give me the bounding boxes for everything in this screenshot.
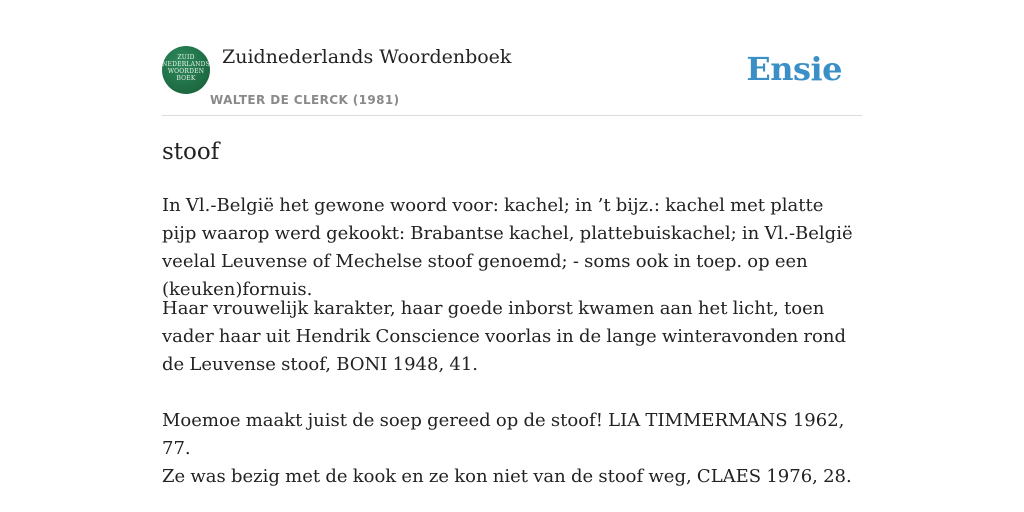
author-label: WALTER DE CLERCK (1981) — [210, 93, 400, 107]
header — [162, 0, 862, 116]
logo-line: ZUID — [177, 54, 195, 61]
example-quote: Ze was bezig met de kook en ze kon niet van de stoof weg, CLAES 1976, 28. — [162, 466, 852, 487]
logo-line: WOORDEN — [167, 68, 205, 75]
page — [162, 0, 862, 512]
logo-text — [162, 54, 210, 82]
book-logo[interactable] — [162, 46, 210, 94]
logo-line: NEDERLANDS — [162, 61, 210, 68]
logo-line: BOEK — [176, 75, 196, 82]
example-quote: Moemoe maakt juist de soep gereed op de stoof! LIA TIMMERMANS 1962, 77. — [162, 410, 845, 459]
headword: stoof — [162, 139, 220, 165]
brand-logo-link[interactable]: Ensie — [746, 50, 842, 88]
example-quote: Haar vrouwelijk karakter, haar goede inborst kwamen aan het licht, toen vader haar uit Hendrik Conscience voorlas in de lange winteravonden rond de Leuvense stoof, BONI 1948, 41. — [162, 298, 846, 375]
definition-text: In Vl.-België het gewone woord voor: kachel; in ’t bijz.: kachel met platte pijp waarop werd gekookt: Brabantse kachel, plattebuiskachel; in Vl.-België veelal Leuvense of Mechelse stoof genoemd; - soms ook in toep. op een (keuken)fornuis. — [162, 195, 853, 300]
book-title[interactable]: Zuidnederlands Woordenboek — [222, 46, 512, 68]
